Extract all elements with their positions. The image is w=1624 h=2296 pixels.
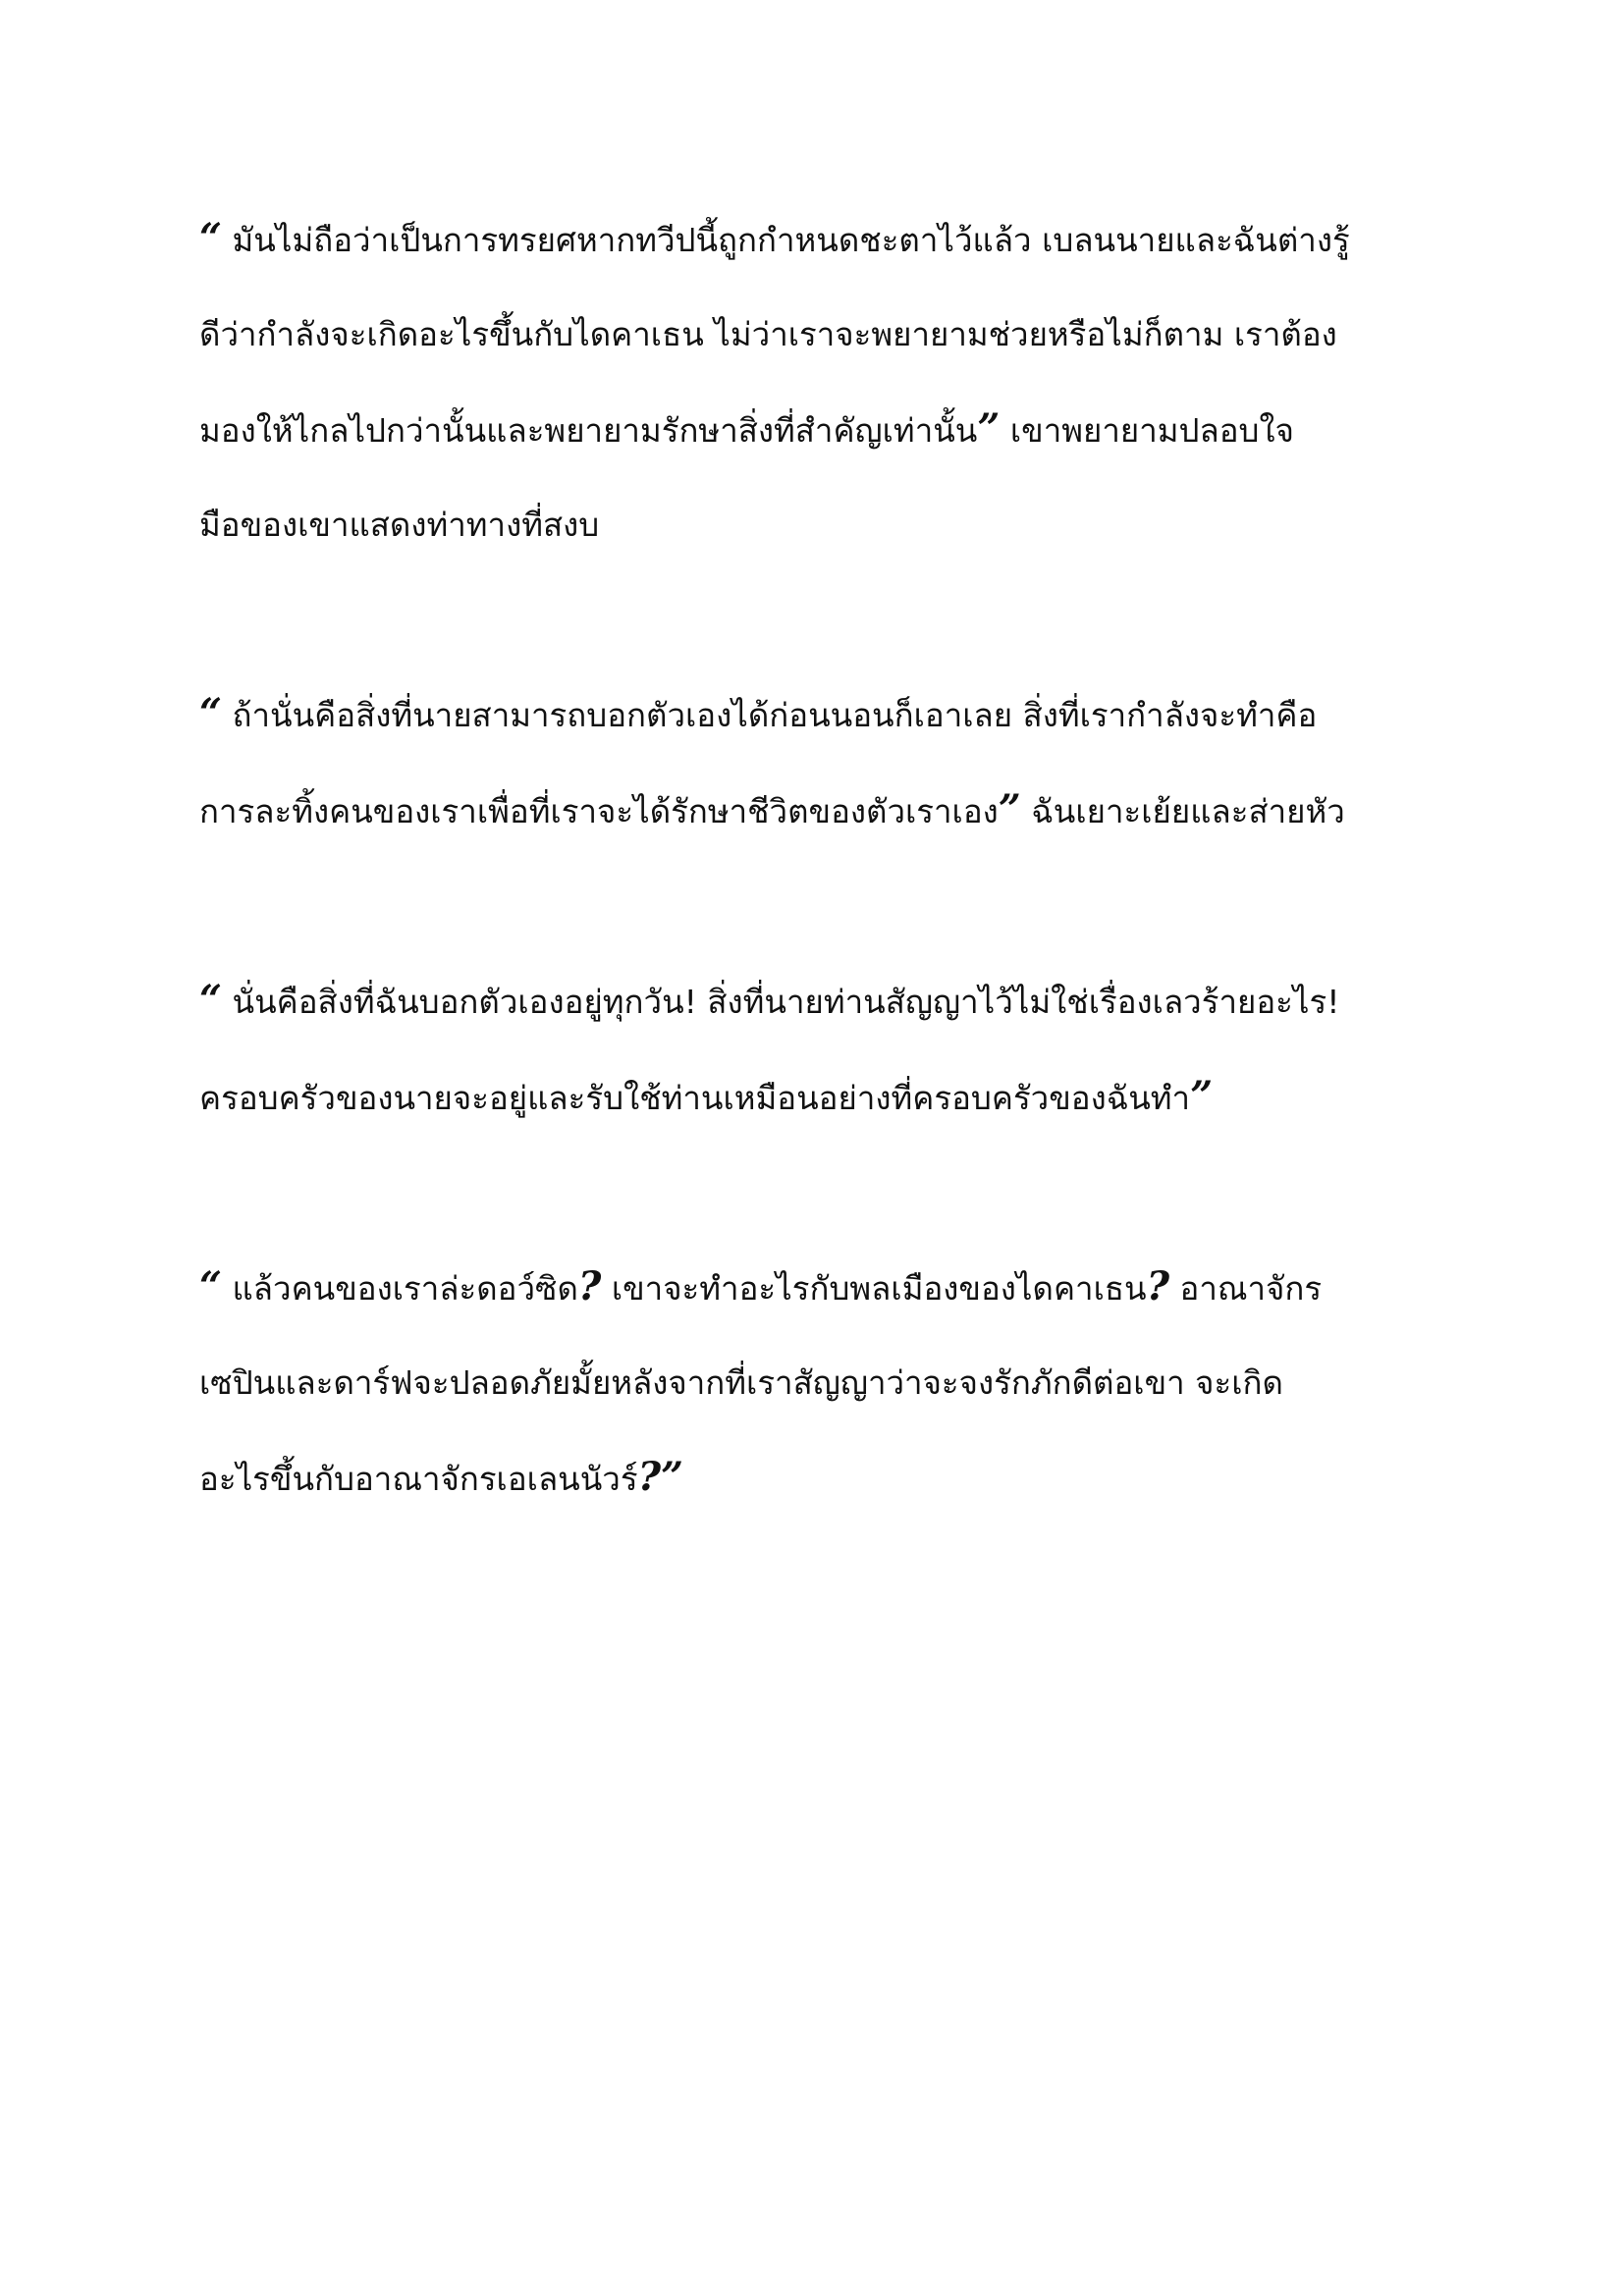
text-line: อะไรขนกบอาณาจกรเอเลนนวร?” [199, 1454, 684, 1500]
text-line: การละทงคนของเราเพอทเราจะไดรกษาชวตของตวเราเอง” ฉนเยาะเยยและสายหว [199, 786, 1345, 832]
document-body [199, 191, 1456, 1526]
text-line: มอของเขาแสดงทาทางทสงบ [199, 506, 600, 544]
text-line: “ แลวคนของเราละดอวซด? เขาจะทอะไรกบพลเมองของไดคาเธน? อาณาจกร [199, 1263, 1323, 1309]
paragraph-4 [199, 1240, 1456, 1526]
text-line: “ นนคอสงทฉนบอกตวเองอยทกวน! สงทนายทานสญญาไวไมใชเรองเลวรายอะไร! [199, 977, 1340, 1023]
text-line: ดวากลงจะเกดอะไรขนกบไดคาเธน ไมวาเราจะพยายามชวยหรอไมกตาม เราตอง [199, 315, 1337, 353]
paragraph-2 [199, 667, 1456, 859]
text-line: “ มนไมถอวาเปนการทรยศหากทวปนถกกหนดชะตาไวแลว เบลนนายและฉนตางร [199, 215, 1350, 261]
paragraph-3 [199, 953, 1456, 1146]
text-line: “ ถานนคอสงทนายสามารถบอกตวเองไดกอนนอนกเอาเลย สงทเรากลงจะทคอ [199, 690, 1318, 736]
text-line: มองใหไกลไปกวานนและพยายามรกษาสงทสคญเทานน” เขาพยายามปลอบใจ [199, 405, 1294, 452]
text-line: ครอบครวของนายจะอยและรบใชทานเหมอนอยางทครอบครวของฉนท” [199, 1073, 1214, 1119]
paragraph-1 [199, 191, 1456, 572]
text-line: เซปนและดารฟจะปลอดภยมยหลงจากทเราสญญาวาจะจงรกภกดตอเขา จะเกด [199, 1363, 1283, 1402]
